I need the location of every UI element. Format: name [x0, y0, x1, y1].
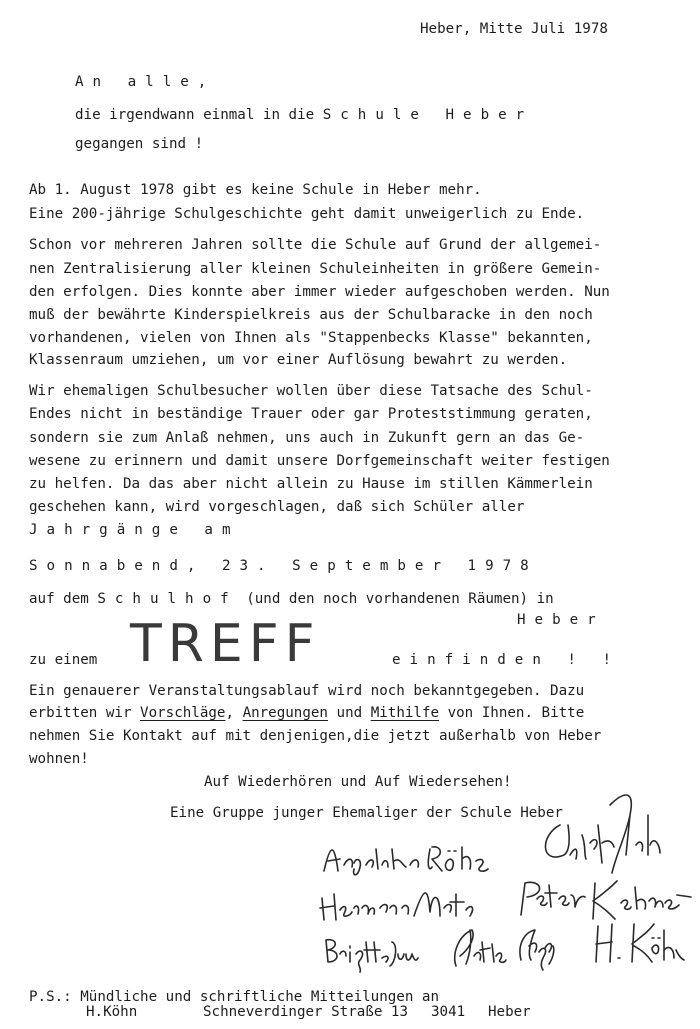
farewell: Auf Wiederhören und Auf Wiedersehen! [204, 774, 512, 790]
paragraph-2-line: Schon vor mehreren Jahren sollte die Schule auf Grund der allgemei- [29, 237, 602, 253]
ps-line-1 [29, 989, 439, 1005]
group-signature-line: Eine Gruppe junger Ehemaliger der Schule Heber [170, 805, 563, 821]
signature-h-koehn [590, 916, 690, 971]
mithilfe-underlined: Mithilfe [370, 705, 440, 721]
paragraph-1-line: Eine 200-jährige Schulgeschichte geht damit unweigerlich zu Ende. [29, 206, 585, 222]
paragraph-3-line: zu helfen. Da das aber nicht allein zu Hause im stillen Kämmerlein [29, 476, 593, 492]
salutation-line-3: gegangen sind ! [75, 136, 204, 152]
ps-town: Heber [488, 1004, 531, 1020]
treff-prefix: zu einem [29, 652, 98, 668]
event-town: Heber [517, 612, 605, 628]
event-date: Sonnabend, 23. September 1978 [29, 558, 538, 574]
paragraph-2-line: vorhandenen, vielen von Ihnen als "Stappenbecks Klasse" bekannten, [29, 330, 593, 346]
closing-line: Ein genauerer Veranstaltungsablauf wird noch bekanntgegeben. Dazu [29, 683, 585, 699]
salutation-text: die irgendwann einmal in die [75, 107, 323, 123]
signature-brigitte [322, 932, 422, 972]
paragraph-2-line: den erfolgen. Dies konnte aber immer wieder aufgeschoben werden. Nun [29, 284, 610, 300]
treff-handwritten-title: TREFF [130, 614, 321, 674]
closing-text: , [225, 705, 243, 721]
ps-text: Mündliche und schriftliche Mitteilungen an [80, 989, 440, 1005]
paragraph-2-line: nen Zentralisierung aller kleinen Schuleinheiten in größere Gemein- [29, 261, 602, 277]
paragraph-3-line: wesene zu erinnern und damit unsere Dorfgemeinschaft weiter festigen [29, 453, 610, 469]
event-place-suffix: (und den noch vorhandenen Räumen) in [237, 591, 554, 607]
salutation-line: An alle, [75, 74, 216, 90]
ps-label: P.S.: [29, 989, 72, 1005]
signature-scribble-2 [515, 916, 575, 976]
paragraph-1-line: Ab 1. August 1978 gibt es keine Schule in Heber mehr. [29, 182, 482, 198]
paragraph-3-line: Endes nicht in beständige Trauer oder gar Proteststimmung geraten, [29, 406, 593, 422]
closing-line: nehmen Sie Kontakt auf mit denjenigen,die jetzt außerhalb von Heber [29, 728, 602, 744]
signature-scribble-1 [446, 916, 516, 976]
closing-line-2 [29, 705, 584, 721]
school-name-spaced: Schule Heber [322, 107, 534, 123]
event-place-line [29, 591, 554, 607]
anregungen-underlined: Anregungen [242, 705, 328, 721]
paragraph-3-line: Wir ehemaligen Schulbesucher wollen über diese Tatsache des Schul- [29, 383, 593, 399]
salutation-line-2 [75, 107, 533, 123]
event-place-prefix: auf dem [29, 591, 98, 607]
signature-unreadable-top [530, 785, 670, 880]
paragraph-2-line: Klassenraum umziehen, um vor einer Auflösung bewahrt zu werden. [29, 352, 568, 368]
signature-angelika-roehrs [320, 835, 510, 880]
closing-text: erbitten wir [29, 705, 141, 721]
closing-text: und [327, 705, 371, 721]
closing-text: von Ihnen. Bitte [439, 705, 585, 721]
ps-zip: 3041 [431, 1004, 466, 1020]
event-place-word: Schulhof [97, 591, 238, 607]
paragraph-3-line: geschehen kann, wird vorgeschlagen, daß sich Schüler aller [29, 499, 525, 515]
paragraph-3-line: sondern sie zum Anlaß nehmen, uns auch in Zukunft gern an das Ge- [29, 430, 585, 446]
closing-line: wohnen! [29, 751, 89, 767]
paragraph-2-line: muß der bewährte Kinderspielkreis aus der Schulbaracke in den noch [29, 307, 593, 323]
ps-name: H.Köhn [86, 1004, 138, 1020]
treff-suffix: einfinden ! ! [392, 652, 621, 668]
vorschlaege-underlined: Vorschläge [140, 705, 226, 721]
letter-date: Heber, Mitte Juli 1978 [420, 21, 608, 37]
paragraph-3-line: Jahrgänge am [29, 522, 240, 538]
ps-street: Schneverdinger Straße 13 [203, 1004, 408, 1020]
